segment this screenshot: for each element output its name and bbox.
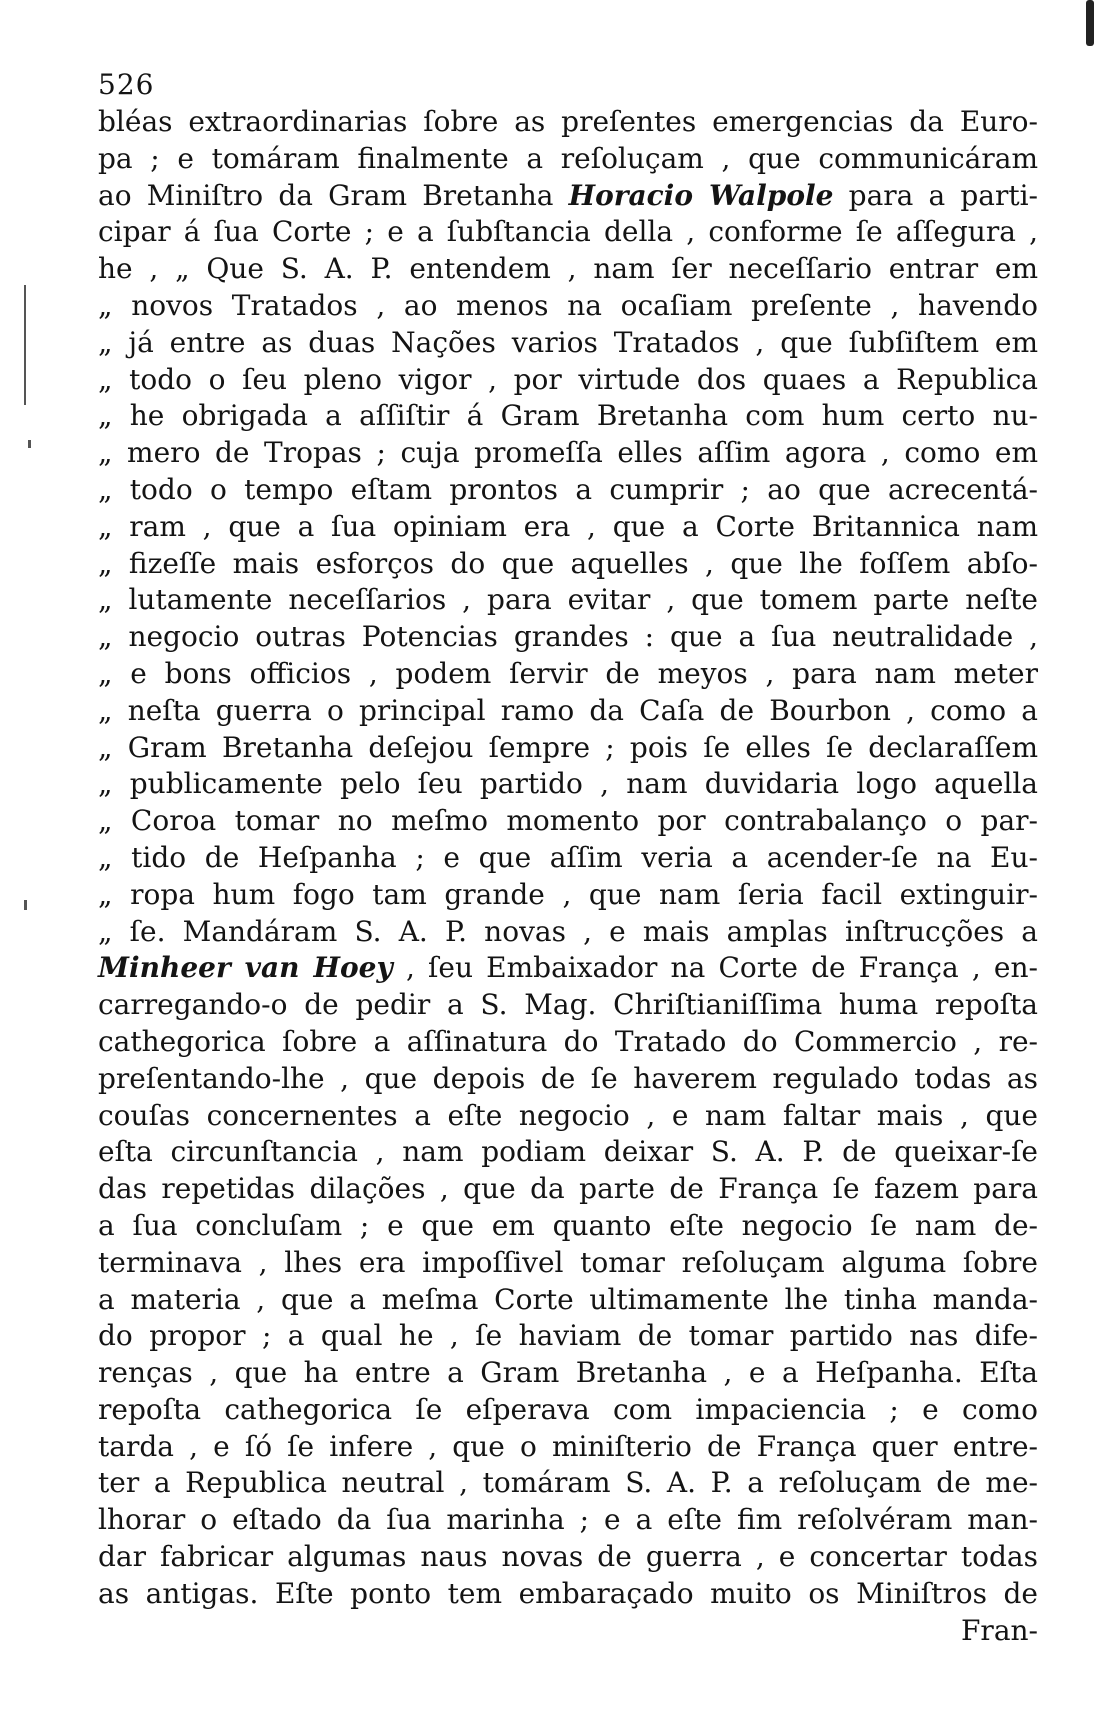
text-line: a ſua concluſam ; e que em quanto eſte negocio ſe nam de- — [98, 1208, 1038, 1242]
text-line: „ tido de Heſpanha ; e que aſſim veria a acender-ſe na Eu- — [98, 840, 1038, 874]
text-line: eſta circunſtancia , nam podiam deixar S. A. P. de queixar-ſe — [98, 1135, 1038, 1169]
text-line: „ mero de Tropas ; cuja promeſſa elles aſſim agora , como em — [98, 436, 1038, 470]
text-line: repoſta cathegorica ſe eſperava com impaciencia ; e como — [98, 1392, 1038, 1426]
text-line: „ Gram Bretanha deſejou ſempre ; pois ſe elles ſe declaraſſem — [98, 730, 1038, 764]
text-line: „ todo o tempo eſtam prontos a cumprir ; ao que acrecentá- — [98, 472, 1038, 506]
page-edge-mark — [1086, 0, 1094, 46]
text-line: „ neſta guerra o principal ramo da Caſa de Bourbon , como a — [98, 693, 1038, 727]
text-line: renças , que ha entre a Gram Bretanha , e a Heſpanha. Eſta — [98, 1356, 1038, 1390]
body-text — [98, 104, 1038, 1649]
text-line: do propor ; a qual he , ſe haviam de tomar partido nas dife- — [98, 1319, 1038, 1353]
text-line: „ ram , que a ſua opiniam era , que a Corte Britannica nam — [98, 509, 1038, 543]
text-line: pa ; e tomáram finalmente a reſoluçam , que communicáram — [98, 141, 1038, 175]
text-line: a materia , que a meſma Corte ultimamente lhe tinha manda- — [98, 1282, 1038, 1316]
text-line: „ he obrigada a aſſiſtir á Gram Bretanha com hum certo nu- — [98, 399, 1038, 433]
text-line: „ lutamente neceſſarios , para evitar , que tomem parte neſte — [98, 583, 1038, 617]
text-line: cathegorica ſobre a aſſinatura do Tratado do Commercio , re- — [98, 1024, 1038, 1058]
text-line: he , „ Que S. A. P. entendem , nam ſer neceſſario entrar em — [98, 252, 1038, 286]
text-line: preſentando-lhe , que depois de ſe haverem regulado todas as — [98, 1061, 1038, 1095]
text-line: lhorar o eſtado da ſua marinha ; e a eſte fim reſolvéram man- — [98, 1503, 1038, 1537]
text-line: tarda , e ſó ſe infere , que o miniſterio de França quer entre- — [98, 1429, 1038, 1463]
margin-line-mark — [24, 285, 26, 405]
text-line: „ ſe. Mandáram S. A. P. novas , e mais amplas inſtrucções a — [98, 914, 1038, 948]
text-line: „ ropa hum fogo tam grande , que nam ſeria facil extinguir- — [98, 877, 1038, 911]
margin-dot-mark — [24, 900, 27, 910]
text-line: „ já entre as duas Nações varios Tratados , que ſubſiſtem em — [98, 325, 1038, 359]
text-line: cipar á ſua Corte ; e a ſubſtancia della , conforme ſe aſſegura , — [98, 215, 1038, 249]
text-line: ter a Republica neutral , tomáram S. A. P. a reſoluçam de me- — [98, 1466, 1038, 1500]
text-line: ao Miniſtro da Gram Bretanha Horacio Walpole para a parti- — [98, 178, 1038, 212]
text-line: couſas concernentes a eſte negocio , e nam faltar mais , que — [98, 1098, 1038, 1132]
text-line: „ negocio outras Potencias grandes : que a ſua neutralidade , — [98, 620, 1038, 654]
text-line: as antigas. Eſte ponto tem embaraçado muito os Miniſtros de — [98, 1576, 1038, 1610]
italic-name: Horacio Walpole — [568, 178, 834, 212]
text-line: „ fizeſſe mais esforços do que aquelles , que lhe foſſem abſo- — [98, 546, 1038, 580]
text-line: Minheer van Hoey , ſeu Embaixador na Corte de França , en- — [98, 951, 1038, 985]
text-line: bléas extraordinarias ſobre as preſentes emergencias da Euro- — [98, 105, 1038, 138]
text-line: terminava , lhes era impoſſivel tomar reſoluçam alguma ſobre — [98, 1245, 1038, 1279]
text-line: „ todo o ſeu pleno vigor , por virtude dos quaes a Republica — [98, 362, 1038, 396]
page-number: 526 — [98, 68, 155, 101]
text-line: das repetidas dilações , que da parte de França ſe fazem para — [98, 1172, 1038, 1206]
text-line: carregando-o de pedir a S. Mag. Chriſtianiſſima huma repoſta — [98, 988, 1038, 1022]
text-line: „ Coroa tomar no meſmo momento por contrabalanço o par- — [98, 804, 1038, 838]
margin-dot-mark — [28, 440, 31, 448]
text-line: „ e bons officios , podem ſervir de meyos , para nam meter — [98, 656, 1038, 690]
text-line: „ novos Tratados , ao menos na ocaſiam preſente , havendo — [98, 288, 1038, 322]
text-line: Fran- — [961, 1613, 1038, 1647]
text-line: „ publicamente pelo ſeu partido , nam duvidaria logo aquella — [98, 767, 1038, 801]
italic-name: Minheer van Hoey — [98, 951, 393, 985]
text-line: dar fabricar algumas naus novas de guerra , e concertar todas — [98, 1540, 1038, 1574]
